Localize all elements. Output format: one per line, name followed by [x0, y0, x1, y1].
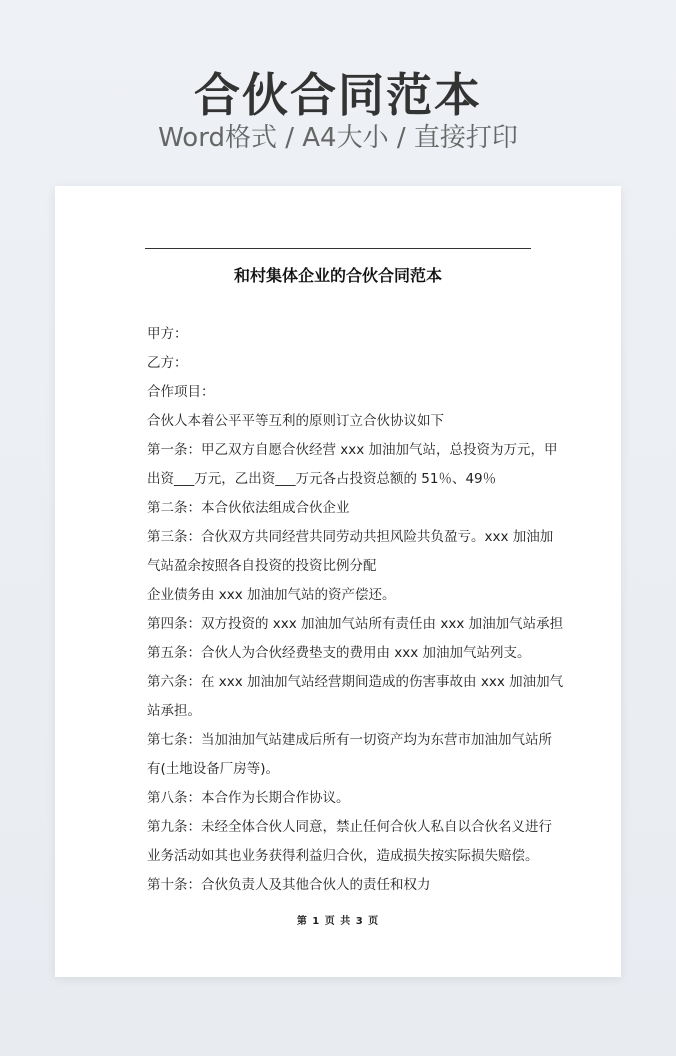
line-article-6a: 第六条：在 xxx 加油加气站经营期间造成的伤害事故由 xxx 加油加气: [147, 674, 564, 690]
line-article-3c: 企业债务由 xxx 加油加气站的资产偿还。: [147, 587, 396, 603]
header-rule: [145, 248, 531, 249]
line-article-7b: 有(土地设备厂房等)。: [147, 761, 280, 777]
line-preamble: 合伙人本着公平平等互利的原则订立合伙协议如下: [147, 413, 444, 429]
document-page: [55, 186, 621, 977]
line-article-4: 第四条：双方投资的 xxx 加油加气站所有责任由 xxx 加油加气站承担: [147, 616, 564, 632]
page-title: 合伙合同范本: [194, 68, 482, 122]
document-title: 和村集体企业的合伙合同范本: [233, 266, 442, 285]
page-number: 第 1 页 共 3 页: [296, 916, 380, 927]
line-article-1a: 第一条：甲乙双方自愿合伙经营 xxx 加油加气站，总投资为万元，甲: [147, 442, 558, 458]
line-article-6b: 站承担。: [147, 703, 201, 719]
line-party-b: 乙方：: [147, 355, 188, 371]
line-article-5: 第五条：合伙人为合伙经费垫支的费用由 xxx 加油加气站列支。: [147, 645, 531, 661]
page-subtitle: Word格式 / A4大小 / 直接打印: [158, 123, 518, 153]
line-party-a: 甲方：: [147, 326, 188, 342]
line-article-9b: 业务活动如其也业务获得利益归合伙，造成损失按实际损失赔偿。: [147, 848, 539, 864]
line-article-7a: 第七条：当加油加气站建成后所有一切资产均为东营市加油加气站所: [147, 732, 552, 748]
line-article-9a: 第九条：未经全体合伙人同意，禁止任何合伙人私自以合伙名义进行: [147, 819, 552, 835]
line-project: 合作项目：: [147, 384, 215, 400]
line-article-3a: 第三条：合伙双方共同经营共同劳动共担风险共负盈亏。xxx 加油加: [147, 529, 554, 545]
line-article-8: 第八条：本合作为长期合作协议。: [147, 790, 350, 806]
line-article-10: 第十条：合伙负责人及其他合伙人的责任和权力: [147, 877, 431, 893]
document-body: [147, 320, 564, 900]
line-article-3b: 气站盈余按照各自投资的投资比例分配: [147, 558, 377, 574]
line-article-2: 第二条：本合伙依法组成合伙企业: [147, 500, 350, 516]
line-article-1b: 出资___万元，乙出资___万元各占投资总额的 51％、49％: [147, 471, 497, 487]
